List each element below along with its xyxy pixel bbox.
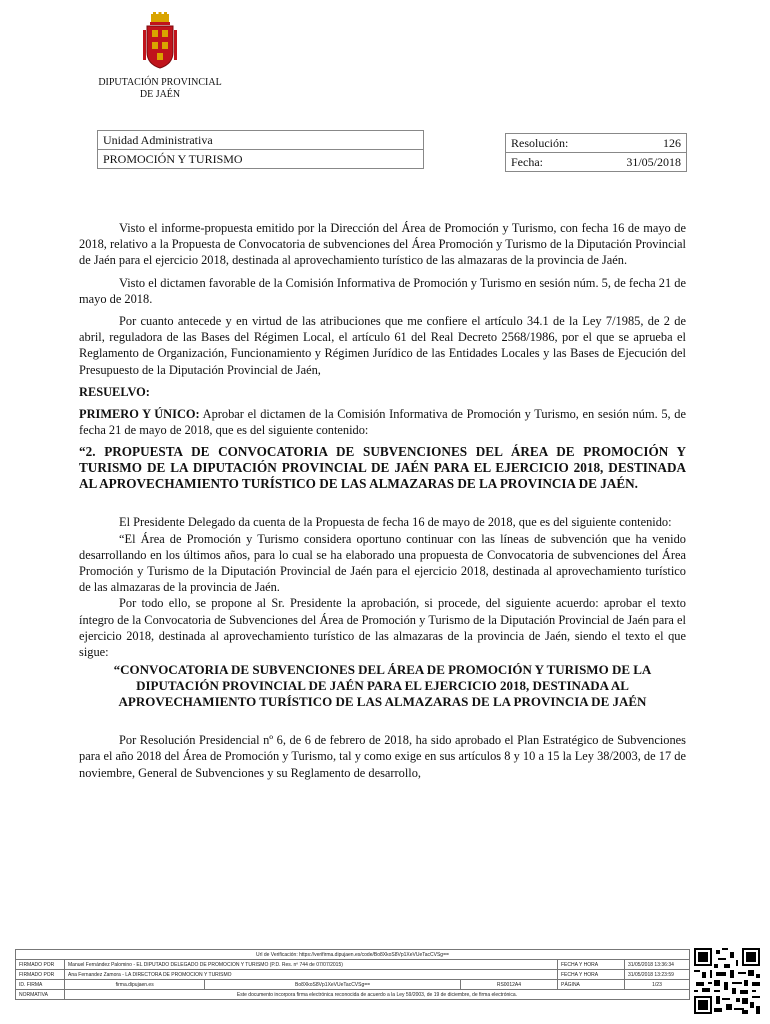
id-firma-ref: RS0012A4 [460, 980, 557, 990]
resuelvo-heading: RESUELVO: [79, 384, 150, 399]
fecha1-value: 31/05/2018 13:36:34 [625, 960, 690, 970]
paragraph-1: Visto el informe-propuesta emitido por la Dirección del Área de Promoción y Turismo, con fecha 16 de mayo de 2018, relativo a la Propuesta de Convocatoria de subvenciones del Área Promoción y Turismo de la Diputación Provincial de Jaén para el ejercicio 2018, destinada al aprovechamiento turístico de las almazaras de la provincia de Jaén. [79, 221, 686, 268]
pagina-label: PÁGINA [558, 980, 625, 990]
firmado2-value: Ana Fernandez Zamora - LA DIRECTORA DE PROMOCION Y TURISMO [65, 970, 558, 980]
coat-of-arms-icon [142, 12, 178, 70]
fecha2-value: 31/05/2018 13:23:59 [625, 970, 690, 980]
paragraph-5: “El Área de Promoción y Turismo considera oportuno continuar con las líneas de subvención que ha venido desarrollando en los últimos años, para lo cual se ha elaborado una propuesta de Convocatoria de subvenciones del Área Promoción y Turismo de la Diputación Provincial de Jaén para el ejercicio 2018, destinada al aprovechamiento turístico de las almazaras de la provincia de Jaén. [79, 531, 686, 595]
convocatoria-heading: “CONVOCATORIA DE SUBVENCIONES DEL ÁREA DE PROMOCIÓN Y TURISMO DE LA DIPUTACIÓN PROVINCIAL DE JAÉN PARA EL EJERCICIO 2018, DESTINADA AL APROVECHAMIENTO TURÍSTICO DE LAS ALMAZARAS DE LA PROVINCIA DE JAÉN [113, 662, 652, 710]
paragraph-6: Por todo ello, se propone al Sr. Presidente la aprobación, si procede, del siguiente acuerdo: aprobar el texto íntegro de la Convocatoria de Subvenciones del Área de Promoción y Turismo de la Diputación Provincial de Jaén para el ejercicio 2018, destinada al aprovechamiento turístico de las almazaras de la provincia de Jaén, siendo el texto el que sigue: [79, 596, 686, 660]
qr-code-icon [694, 948, 760, 1014]
id-firma-label: ID. FIRMA [16, 980, 65, 990]
issuer-line-1: DIPUTACIÓN PROVINCIAL [98, 77, 222, 88]
administrative-unit-box [97, 130, 424, 169]
document-body [79, 220, 686, 787]
signature-footer [15, 949, 690, 1000]
resolucion-value: 126 [663, 136, 681, 150]
firmado1-label: FIRMADO POR [16, 960, 65, 970]
issuer-name [70, 77, 250, 101]
paragraph-2: Visto el dictamen favorable de la Comisión Informativa de Promoción y Turismo en sesión núm. 5, de fecha 21 de mayo de 2018. [79, 275, 686, 306]
primero-paragraph [79, 406, 686, 438]
resolucion-label: Resolución: [511, 136, 569, 150]
unit-label: Unidad Administrativa [103, 133, 213, 147]
primero-label: PRIMERO Y ÚNICO: [79, 407, 200, 422]
fecha2-label: FECHA Y HORA [558, 970, 625, 980]
fecha1-label: FECHA Y HORA [558, 960, 625, 970]
resolution-box [505, 133, 687, 172]
paragraph-4: El Presidente Delegado da cuenta de la Propuesta de fecha 16 de mayo de 2018, que es del siguiente contenido: [119, 515, 672, 530]
firmado1-value: Manuel Fernández Palomino - EL DIPUTADO DELEGADO DE PROMOCION Y TURISMO (P.D. Res. nº 744 de 07/07/2015) [65, 960, 558, 970]
id-firma-host: firma.dipujaen.es [65, 980, 205, 990]
issuer-line-2: DE JAÉN [139, 89, 181, 100]
unit-value: PROMOCIÓN Y TURISMO [103, 152, 243, 166]
pagina-value: 1/23 [625, 980, 690, 990]
normativa-label: NORMATIVA [16, 990, 65, 1000]
verification-url[interactable]: Url de Verificación: https://verifirma.dipujaen.es/code/Bo8XkoS8Vp1XeVUeTacCVSg== [16, 950, 690, 960]
proposal-heading: “2. PROPUESTA DE CONVOCATORIA DE SUBVENCIONES DEL ÁREA DE PROMOCIÓN Y TURISMO DE LA DIPUTACIÓN PROVINCIAL DE JAÉN PARA EL EJERCICIO 2018, DESTINADA AL APROVECHAMIENTO TURÍSTICO DE LAS ALMAZARAS DE LA PROVINCIA DE JAÉN. [79, 444, 686, 492]
paragraph-7: Por Resolución Presidencial nº 6, de 6 de febrero de 2018, ha sido aprobado el Plan Estratégico de Subvenciones para el año 2018 del Área de Promoción y Turismo, tal y como exige en sus artículos 8 y 10 a 15 la Ley 38/2003, de 17 de noviembre, General de Subvenciones y su Reglamento de desarrollo, [79, 733, 686, 780]
primero-text: Aprobar el dictamen de la Comisión Informativa de Promoción y Turismo, en sesión núm. 5, de fecha 21 de mayo de 2018, que es del siguiente contenido: [79, 407, 686, 438]
firmado2-label: FIRMADO POR [16, 970, 65, 980]
normativa-value: Este documento incorpora firma electrónica reconocida de acuerdo a la Ley 59/2003, de 19 de diciembre, de firma electrónica. [65, 990, 690, 1000]
paragraph-3: Por cuanto antecede y en virtud de las atribuciones que me confiere el artículo 34.1 de la Ley 7/1985, de 2 de abril, reguladora de las Bases del Régimen Local, el artículo 61 del Real Decreto 2568/1986, por el que se aprueba el Reglamento de Organización, Funcionamiento y Régimen Jurídico de las Entidades Locales y las Bases de Ejecución del Presupuesto de la Diputación Provincial de Jaén, [79, 314, 686, 377]
fecha-label: Fecha: [511, 155, 543, 169]
id-firma-code: Bo8XkoS8Vp1XeVUeTacCVSg== [205, 980, 461, 990]
fecha-value: 31/05/2018 [626, 155, 681, 169]
